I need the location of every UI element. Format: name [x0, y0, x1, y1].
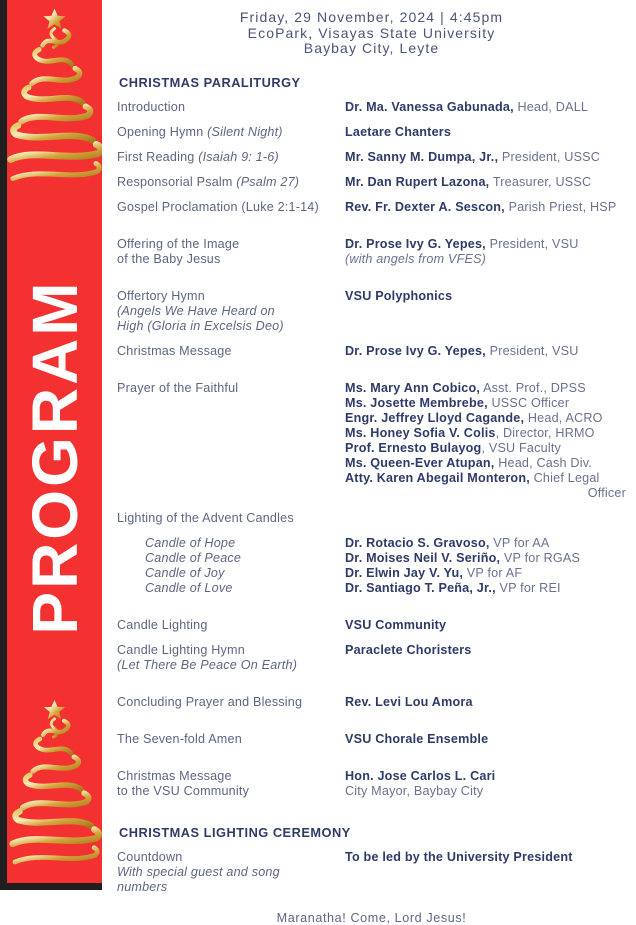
- program-line: VSU Chorale Ensemble: [345, 731, 489, 746]
- program-line: Prayer of the Faithful: [117, 380, 239, 395]
- program-presenter: [345, 695, 626, 710]
- program-line: Mr. Dan Rupert Lazona, Treasurer, USSC: [345, 174, 592, 189]
- christmas-tree-icon: [7, 4, 102, 200]
- program-item-label: [117, 237, 345, 267]
- program-item-label: [117, 200, 345, 215]
- program-row: [117, 175, 626, 190]
- program-line: Candle Lighting Hymn: [117, 642, 245, 657]
- sidebar-red-panel: [7, 0, 102, 883]
- program-item-label: [117, 769, 345, 799]
- program-presenter: [345, 536, 626, 596]
- program-row: [117, 850, 626, 895]
- program-line: (Let There Be Peace On Earth): [117, 657, 298, 672]
- program-line: to the VSU Community: [117, 783, 250, 798]
- program-presenter: [345, 175, 626, 190]
- program-presenter: [345, 732, 626, 747]
- program-line: Concluding Prayer and Blessing: [117, 694, 303, 709]
- program-row: [117, 618, 626, 633]
- program-line: Christmas Message: [117, 768, 232, 783]
- program-row: [117, 511, 626, 526]
- program-line: Offering of the Image: [117, 236, 240, 251]
- program-item-label: [117, 618, 345, 633]
- program-item-label: [117, 289, 345, 334]
- program-line: Gospel Proclamation (Luke 2:1-14): [117, 199, 319, 214]
- event-venue: EcoPark, Visayas State University: [247, 24, 496, 41]
- program-line: Dr. Santiago T. Peña, Jr., VP for REI: [345, 580, 561, 595]
- program-line: numbers: [117, 879, 168, 894]
- program-presenter: [345, 100, 626, 115]
- program-line: Candle of Joy: [145, 565, 225, 580]
- program-line: VSU Community: [345, 617, 447, 632]
- program-item-label: [117, 100, 345, 115]
- program-item-label: [117, 643, 345, 673]
- footer-line: Maranatha! Come, Lord Jesus!: [276, 910, 467, 925]
- program-content: [102, 0, 636, 925]
- program-vertical-title: PROGRAM: [18, 279, 91, 635]
- program-line: Introduction: [117, 99, 186, 114]
- program-line: Dr. Rotacio S. Gravoso, VP for AA: [345, 535, 550, 550]
- program-item-label: [117, 381, 345, 501]
- program-line: Ms. Josette Membrebe, USSC Officer: [345, 395, 570, 410]
- program-presenter: [345, 381, 626, 501]
- program-presenter: [345, 289, 626, 334]
- program-row: [117, 150, 626, 165]
- program-presenter: [345, 618, 626, 633]
- program-line: Dr. Ma. Vanessa Gabunada, Head, DALL: [345, 99, 589, 114]
- program-item-label: [117, 511, 345, 526]
- program-line: Ms. Honey Sofia V. Colis, Director, HRMO: [345, 425, 595, 440]
- program-line: Lighting of the Advent Candles: [117, 510, 294, 525]
- program-row: [117, 536, 626, 596]
- program-line: Responsorial Psalm (Psalm 27): [117, 174, 300, 189]
- program-presenter: [345, 200, 626, 215]
- program-row: [117, 381, 626, 501]
- program-row: [117, 344, 626, 359]
- program-line: Paraclete Choristers: [345, 642, 472, 657]
- sections: [117, 75, 626, 895]
- program-presenter: [345, 643, 626, 673]
- program-line: Rev. Fr. Dexter A. Sescon, Parish Priest, HSP: [345, 199, 617, 214]
- program-row: [117, 695, 626, 710]
- program-line: Prof. Ernesto Bulayog, VSU Faculty: [345, 440, 562, 455]
- program-presenter: [345, 344, 626, 359]
- program-line: Atty. Karen Abegail Monteron, Chief Legal: [345, 470, 600, 485]
- program-presenter: [345, 150, 626, 165]
- program-line: Rev. Levi Lou Amora: [345, 694, 473, 709]
- program-line: City Mayor, Baybay City: [345, 783, 484, 798]
- program-row: [117, 732, 626, 747]
- program-row: [117, 237, 626, 267]
- program-line: Hon. Jose Carlos L. Cari: [345, 768, 496, 783]
- program-sidebar: [0, 0, 102, 890]
- program-line: First Reading (Isaiah 9: 1-6): [117, 149, 279, 164]
- event-header: [117, 10, 626, 57]
- program-item-label: [117, 125, 345, 140]
- program-item-label: [117, 175, 345, 190]
- program-line: Dr. Moises Neil V. Seriño, VP for RGAS: [345, 550, 581, 565]
- program-row: [117, 100, 626, 115]
- program-line: Ms. Mary Ann Cobico, Asst. Prof., DPSS: [345, 380, 586, 395]
- program-row: [117, 125, 626, 140]
- program-line: Mr. Sanny M. Dumpa, Jr., President, USSC: [345, 149, 601, 164]
- program-line: Countdown: [117, 849, 183, 864]
- program-row: [117, 289, 626, 334]
- event-city: Baybay City, Leyte: [303, 40, 440, 56]
- program-line: Candle of Love: [145, 580, 233, 595]
- section-heading: CHRISTMAS PARALITURGY: [119, 74, 301, 90]
- program-line: Christmas Message: [117, 343, 232, 358]
- program-item-label: [117, 536, 345, 596]
- program-line: To be led by the University President: [345, 849, 573, 864]
- program-line: of the Baby Jesus: [117, 251, 221, 266]
- program-row: [117, 200, 626, 215]
- christmas-tree-icon: [7, 696, 102, 882]
- program-line: (with angels from VFES): [345, 251, 487, 266]
- program-row: [117, 769, 626, 799]
- event-date: Friday, 29 November, 2024 | 4:45pm: [239, 9, 504, 25]
- program-line: Dr. Prose Ivy G. Yepes, President, VSU: [345, 236, 579, 251]
- program-line: Opening Hymn (Silent Night): [117, 124, 283, 139]
- program-presenter: [345, 850, 626, 895]
- program-line: Ms. Queen-Ever Atupan, Head, Cash Div.: [345, 455, 592, 470]
- program-line: Officer: [587, 485, 626, 500]
- program-line: Offertory Hymn: [117, 288, 205, 303]
- program-line: Engr. Jeffrey Lloyd Cagande, Head, ACRO: [345, 410, 603, 425]
- program-line: Candle Lighting: [117, 617, 208, 632]
- program-item-label: [117, 150, 345, 165]
- program-line: Laetare Chanters: [345, 124, 452, 139]
- program-item-label: [117, 732, 345, 747]
- program-line: Dr. Elwin Jay V. Yu, VP for AF: [345, 565, 523, 580]
- program-item-label: [117, 850, 345, 895]
- program-line: (Angels We Have Heard on: [117, 303, 275, 318]
- section-heading: CHRISTMAS LIGHTING CEREMONY: [119, 824, 351, 840]
- program-item-label: [117, 344, 345, 359]
- program-line: With special guest and song: [117, 864, 280, 879]
- program-line: Dr. Prose Ivy G. Yepes, President, VSU: [345, 343, 579, 358]
- program-presenter: [345, 511, 626, 526]
- program-item-label: [117, 695, 345, 710]
- program-line: The Seven-fold Amen: [117, 731, 242, 746]
- program-row: [117, 643, 626, 673]
- program-presenter: [345, 237, 626, 267]
- program-line: Candle of Peace: [145, 550, 242, 565]
- program-line: Candle of Hope: [145, 535, 236, 550]
- program-line: High (Gloria in Excelsis Deo): [117, 318, 284, 333]
- program-line: VSU Polyphonics: [345, 288, 453, 303]
- program-presenter: [345, 769, 626, 799]
- program-presenter: [345, 125, 626, 140]
